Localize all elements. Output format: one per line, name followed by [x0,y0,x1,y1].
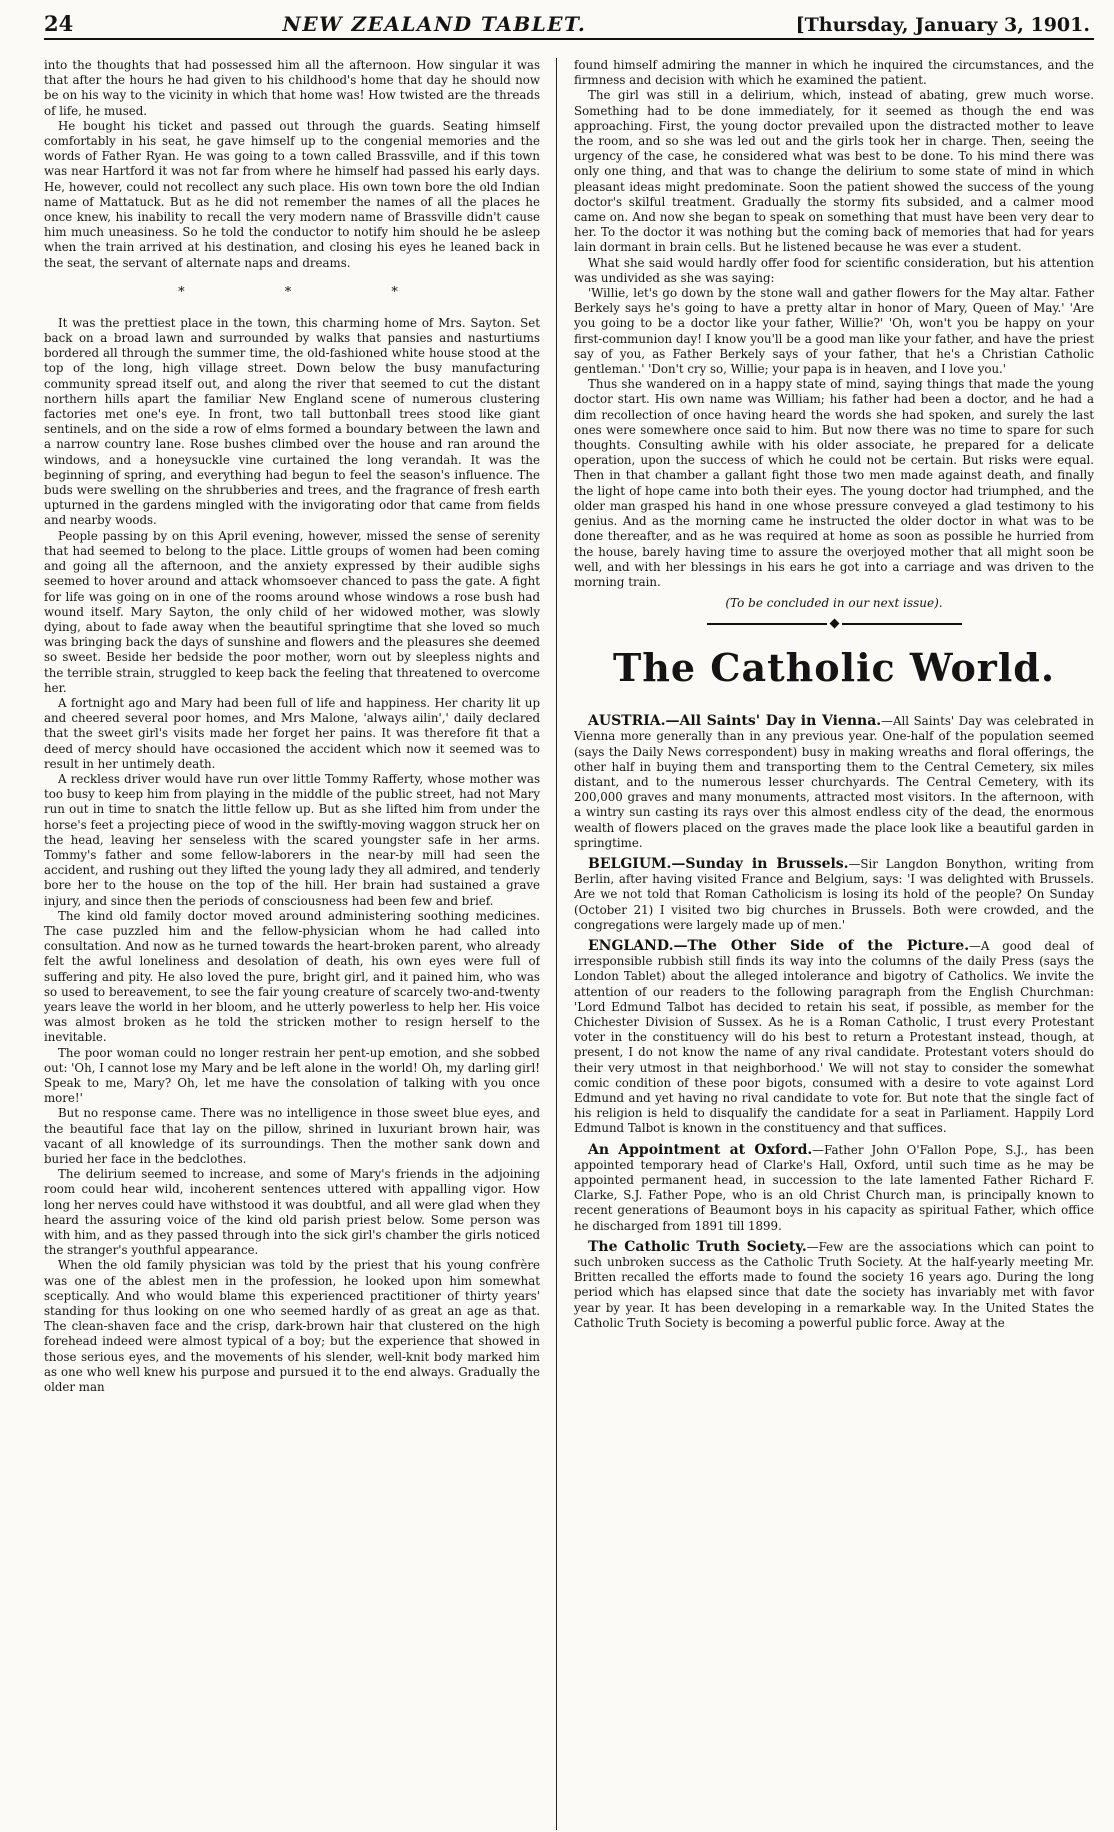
article-body: —A good deal of irresponsible rubbish still finds its way into the columns of the daily Press (says the London Tablet) about the alleged intolerance and bigotry of Catholics. We invite the attention of our readers to the following paragraph from the English Churchman: 'Lord Edmund Talbot has decided to retain his seat, if possible, as member for the Chichester Division of Sussex. As he is a Roman Catholic, I trust every Protestant voter in the constituency will do his best to return a Protestant instead, though, at present, I do not know the name of any rival candidate. Protestant voters should do their very utmost in that neighborhood.' We will not stay to consider the somewhat comic condition of these poor bigots, consumed with a desire to vote against Lord Edmund and yet having no rival candidate to vote for. But note that the single fact of his religion is held to disqualify the candidate for a seat in Parliament. Happily Lord Edmund Talbot is known in the constituency and that suffices. [574,938,1094,1136]
story-paragraph: It was the prettiest place in the town, this charming home of Mrs. Sayton. Set back on a broad lawn and surrounded by walks that pansies and nasturtiums bordered all through the summer time, the old-fashioned white house stood at the top of the long, high village street. Down below the busy manufacturing community spread itself out, and along the river that seemed to cut the distant northern hills apart the familiar New England scene of numerous clustering factories met one's eye. In front, two tall buttonball trees stood like giant sentinels, and on the side a row of elms formed a boundary between the lawn and a narrow country lane. Rose bushes climbed over the house and ran around the windows, and a honeysuckle vine curtained the long verandah. It was the beginning of spring, and everything had begun to feel the season's influence. The buds were swelling on the shrubberies and trees, and the fragrance of fresh earth upturned in the gardens mingled with the invigorating odor that came from fields and nearby woods. [44,315,540,528]
ornamental-divider [574,620,1094,627]
story-paragraph: He bought his ticket and passed out through the guards. Seating himself comfortably in his seat, he gave himself up to the congenial memories and the words of Father Ryan. He was going to a town called Brassville, and if this town was near Hartford it was not far from where he himself had passed his early days. He, however, could not recollect any such place. His own town bore the old Indian name of Mattatuck. But as he did not remember the names of all the places he once knew, his inability to recall the very modern name of Brassville didn't cause him much uneasiness. So he told the conductor to notify him should he be asleep when the train arrived at his destination, and closing his eyes he leaned back in the seat, the servant of alternate naps and dreams. [44,118,540,270]
article-lead: An Appointment at Oxford. [588,1141,813,1158]
section-separator: * * * [178,284,446,300]
left-column [44,58,540,1830]
story-paragraph: found himself admiring the manner in which he inquired the circumstances, and the firmness and decision with which he examined the patient. [574,58,1094,88]
column-rule [556,58,557,1830]
story-paragraph: The girl was still in a delirium, which, instead of abating, grew much worse. Something had to be done immediately, for it seemed as though the end was approaching. First, the young doctor prevailed upon the distracted mother to leave the room, and so she was led out and the girls took her in charge. Then, seeing the urgency of the case, he considered what was best to be done. To his mind there was only one thing, and that was to change the delirium to some state of mind in which pleasant ideas might predominate. Soon the patient showed the success of the young doctor's skilful treatment. Gradually the stormy fits subsided, and a calmer mood came on. And now she began to speak on something that must have been very dear to her. To the doctor it was nothing but the coming back of memories that had for years lain dormant in brain cells. But he listened because he was ever a student. [574,88,1094,255]
page-number: 24 [44,11,74,36]
story-paragraph: The delirium seemed to increase, and some of Mary's friends in the adjoining room could hear wild, incoherent sentences uttered with appalling vigor. How long her nerves could have withstood it was doubtful, and all were glad when they heard the assuring voice of the kind old parish priest below. Some person was with him, and as they passed through into the sick girl's chamber the girls noticed the stranger's youthful appearance. [44,1167,540,1258]
article-body: —Father John O'Fallon Pope, S.J., has been appointed temporary head of Clarke's Hall, Oxford, until such time as he may be appointed permanent head, in succession to the late lamented Father Richard F. Clarke, S.J. Father Pope, who is an old Christ Church man, is principally known to recent generations of Beaumont boys in his capacity as spiritual Father, which office he discharged from 1891 till 1899. [574,1142,1094,1233]
article-lead: BELGIUM.—Sunday in Brussels. [588,855,849,872]
article-body: —All Saints' Day was celebrated in Vienna more generally than in any previous year. One-half of the population seemed (says the Daily News correspondent) busy in making wreaths and floral offerings, the other half in buying them and transporting them to the Central Cemetery, six miles distant, and to the numerous lesser churchyards. The Central Cemetery, with its 200,000 graves and many monuments, attracted most visitors. In the afternoon, with a wintry sun casting its rays over this almost endless city of the dead, the enormous wealth of flowers placed on the graves made the place look like a beautiful garden in springtime. [574,714,1094,850]
story-paragraph: The poor woman could no longer restrain her pent-up emotion, and she sobbed out: 'Oh, I cannot lose my Mary and be left alone in the world! Oh, my darling girl! Speak to me, Mary? Oh, let me have the consolation of talking with you once more!' [44,1045,540,1106]
story-paragraph: A reckless driver would have run over little Tommy Rafferty, whose mother was too busy to keep him from playing in the middle of the public street, had not Mary run out in time to snatch the little fellow up. But as she lifted him from under the horse's feet a projecting piece of wood in the swiftly-moving waggon struck her on the head, leaving her senseless with the scared youngster safe in her arms. Tommy's father and some fellow-laborers in the near-by mill had seen the accident, and rushing out they lifted the young lady they all admired, and tenderly bore her to the house on the top of the hill. Her brain had sustained a grave injury, and since then the periods of consciousness had been few and brief. [44,771,540,908]
story-paragraph: When the old family physician was told by the priest that his young confrère was one of the ablest men in the profession, he looked upon him somewhat sceptically. And who would blame this experienced practitioner of thirty years' standing for thus looking on one who seemed hardly of as great an age as that. The clean-shaven face and the crisp, dark-brown hair that clustered on the high forehead indeed were almost typical of a boy; but the experience that showed in those serious eyes, and the movements of his slender, well-knit body marked him as one who well knew his purpose and pursued it to the end always. Gradually the older man [44,1258,540,1395]
article-body: —Sir Langdon Bonython, writing from Berlin, after having visited France and Belgium, says: 'I was delighted with Brussels. Are we not told that Roman Catholicism is losing its hold of the people? On Sunday (October 21) I visited two big churches in Brussels. Both were crowded, and the congregations were largely made up of men.' [574,856,1094,932]
article-lead: ENGLAND.—The Other Side of the Picture. [588,937,970,954]
news-article [574,939,1094,1137]
news-article [574,714,1094,851]
publication-title: NEW ZEALAND TABLET. [282,12,587,36]
news-article [574,1143,1094,1234]
diamond-icon [829,619,839,629]
story-paragraph: People passing by on this April evening, however, missed the sense of serenity that had seemed to belong to the place. Little groups of women had been coming and going all the afternoon, and the anxiety expressed by their audible sighs seemed to hover around and attack whomsoever chanced to pass the gate. A fight for life was going on in one of the rooms around whose windows a rose bush had wound itself. Mary Sayton, the only child of her widowed mother, was slowly dying, about to fade away when the beautiful springtime that she loved so much was bringing back the days of sunshine and flowers and the pleasures she deemed so sweet. Beside her bedside the poor mother, worn out by sleepless nights and the terrible strain, struggled to keep back the feeling that threatened to overcome her. [44,528,540,695]
article-lead: The Catholic Truth Society. [588,1238,807,1255]
columns [44,58,1094,1830]
story-paragraph: Thus she wandered on in a happy state of mind, saying things that made the young doctor start. His own name was William; his father had been a doctor, and he had a dim recollection of once having heard the words she had spoken, and surely the last ones were somewhere once said to him. But now there was no time to spare for such thoughts. Consulting awhile with his older associate, he prepared for a delicate operation, upon the success of which he could not be certain. But risks were equal. Then in that chamber a gallant fight those two men made against death, and finally the light of hope came into both their eyes. The young doctor had triumphed, and the older man grasped his hand in one whose pressure conveyed a glad testimony to his genius. And as the morning came he instructed the older doctor in what was to be done thereafter, and as he was required at home as soon as possible he hurried from the house, barely having time to assure the overjoyed mother that all might soon be well, and with her blessings in his ears he got into a carriage and was driven to the morning train. [574,377,1094,589]
story-paragraph: What she said would hardly offer food for scientific consideration, but his attention was undivided as she was saying: [574,255,1094,285]
news-article [574,1240,1094,1331]
story-paragraph: 'Willie, let's go down by the stone wall and gather flowers for the May altar. Father Berkely says he's going to have a pretty altar in honor of Mary, Queen of May.' 'Are you going to be a doctor like your father, Willie?' 'Oh, won't you be happy on your first-communion day! I know you'll be a good man like your father, and have the priest say of you, as Father Berkely says of your father, that he's a Christian Catholic gentleman.' 'Don't cry so, Willie; your papa is in heaven, and I love you.' [574,286,1094,377]
section-title: The Catholic World. [612,645,1056,691]
divider-line [707,623,827,625]
continuation-note: (To be concluded in our next issue). [725,596,943,611]
article-body: —Few are the associations which can point to such unbroken success as the Catholic Truth Society. At the half-yearly meeting Mr. Britten recalled the efforts made to found the society 16 years ago. During the long period which has elapsed since that date the society has invariably met with favor year by year. It has been developing in a remarkable way. In the United States the Catholic Truth Society is becoming a powerful public force. Away at the [574,1239,1094,1330]
right-column [574,58,1094,1830]
story-paragraph: into the thoughts that had possessed him all the afternoon. How singular it was that after the hours he had given to his childhood's home that day he should now be on his way to the vicinity in which that home was! How twisted are the threads of life, he mused. [44,58,540,118]
story-paragraph: The kind old family doctor moved around administering soothing medicines. The case puzzled him and the fellow-physician whom he had called into consultation. And now as he turned towards the heart-broken parent, who already felt the awful loneliness and desolation of death, his own eyes were full of suffering and pity. He also loved the pure, bright girl, and it pained him, who was so used to bereavement, to see the fair young creature of scarcely two-and-twenty years leave the world in her bloom, and he utterly powerless to help her. His voice was almost broken as he told the stricken mother to resign herself to the inevitable. [44,908,540,1045]
story-paragraph: A fortnight ago and Mary had been full of life and happiness. Her charity lit up and cheered several poor homes, and Mrs Malone, 'always ailin',' daily declared that the sweet girl's visits made her forget her pains. It was therefore fit that a deed of mercy should have occasioned the accident which now it seemed was to result in her untimely death. [44,695,540,771]
issue-date: [Thursday, January 3, 1901. [795,14,1090,36]
divider-line [842,623,962,625]
masthead [44,4,1094,40]
news-article [574,857,1094,933]
article-lead: AUSTRIA.—All Saints' Day in Vienna. [588,713,882,730]
story-paragraph: But no response came. There was no intelligence in those sweet blue eyes, and the beautiful face that lay on the pillow, shrined in luxuriant brown hair, was vacant of all knowledge of its surroundings. Then the mother sank down and buried her face in the bedclothes. [44,1106,540,1167]
